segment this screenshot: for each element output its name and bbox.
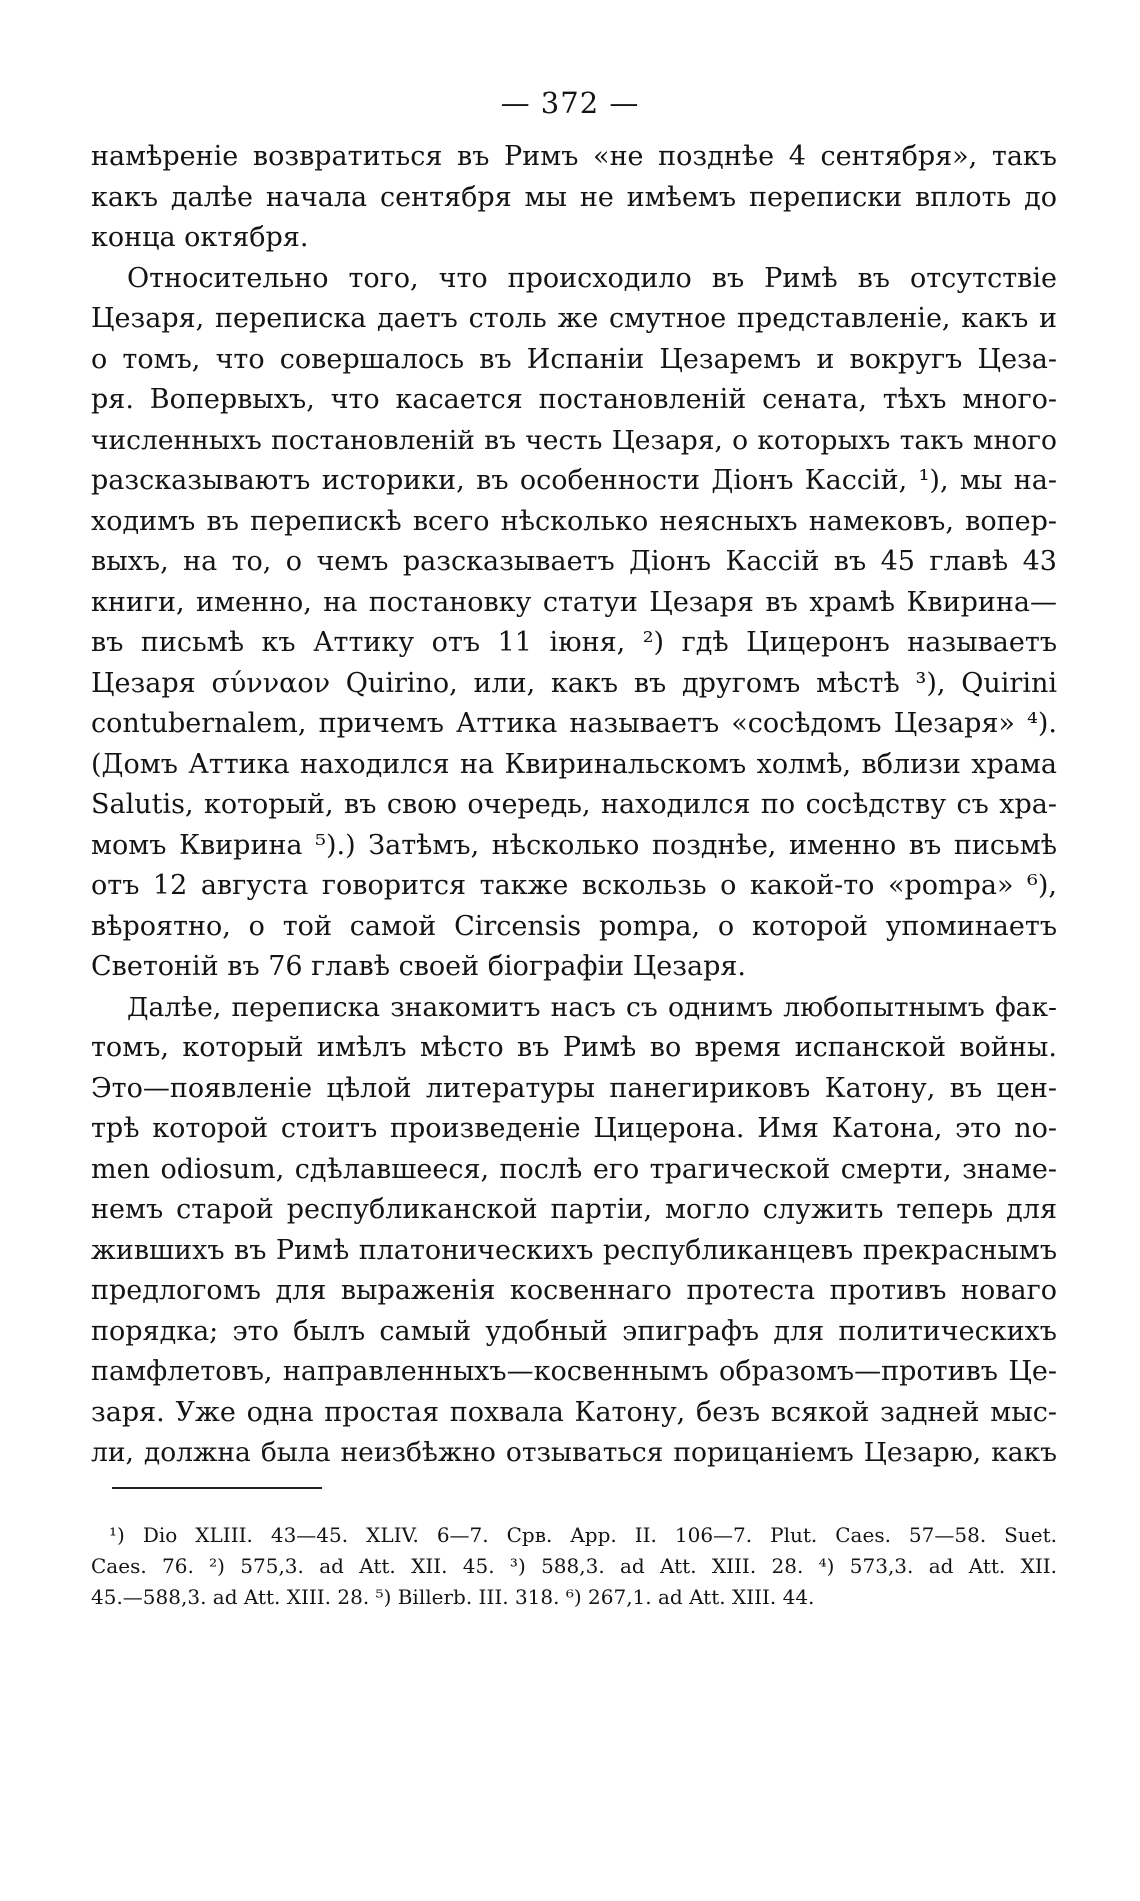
footnote-divider <box>112 1487 322 1489</box>
text-line: разсказываютъ историки, въ особенности Діонъ Кассій, ¹), мы на- <box>91 465 1057 496</box>
footnote-line: 45.—588,3. ad Att. XIII. 28. ⁵) Billerb. III. 318. ⁶) 267,1. ad Att. XIII. 44. <box>91 1585 815 1609</box>
text-line: памфлетовъ, направленныхъ—косвеннымъ образомъ—противъ Це- <box>91 1356 1057 1387</box>
text-line: Это—появленіе цѣлой литературы панегириковъ Катону, въ цен- <box>91 1072 1057 1104</box>
footnote-line: Caes. 76. ²) 575,3. ad Att. XII. 45. ³) 588,3. ad Att. XIII. 28. ⁴) 573,3. ad Att. XII. <box>91 1554 1057 1578</box>
page-number: — 372 — <box>500 86 640 120</box>
text-line: въ письмѣ къ Аттику отъ 11 іюня, ²) гдѣ Цицеронъ называетъ <box>91 627 1057 658</box>
text-line: томъ, который имѣлъ мѣсто въ Римѣ во время испанской войны. <box>91 1032 1057 1063</box>
text-line: Цезаря, переписка даетъ столь же смутное представленіе, какъ и <box>91 303 1057 334</box>
text-line: немъ старой республиканской партіи, могло служить теперь для <box>91 1194 1057 1225</box>
text-line: men odiosum, сдѣлавшееся, послѣ его трагической смерти, знаме- <box>91 1153 1057 1185</box>
text-line: трѣ которой стоитъ произведеніе Цицерона. Имя Катона, это no- <box>91 1113 1057 1144</box>
text-line: Далѣе, переписка знакомитъ насъ съ однимъ любопытнымъ фак- <box>127 991 1057 1023</box>
text-line: Цезаря σύνναον Quirino, или, какъ въ другомъ мѣстѣ ³), Quirini <box>91 667 1057 699</box>
text-line: предлогомъ для выраженія косвеннаго протеста противъ новаго <box>91 1275 1057 1306</box>
body-text <box>91 137 1057 1474</box>
text-line: отъ 12 августа говорится также вскользь о какой-то «pompa» ⁶), <box>91 870 1057 901</box>
text-line: какъ далѣе начала сентября мы не имѣемъ переписки вплоть до <box>91 181 1057 213</box>
text-line: порядка; это былъ самый удобный эпиграфъ для политическихъ <box>91 1315 1057 1347</box>
text-line: ходимъ въ перепискѣ всего нѣсколько неясныхъ намековъ, вопер- <box>91 505 1057 537</box>
footnote-line: ¹) Dio XLIII. 43—45. XLIV. 6—7. Срв. App. II. 106—7. Plut. Caes. 57—58. Suet. <box>109 1523 1057 1547</box>
text-line: выхъ, на то, о чемъ разсказываетъ Діонъ Кассій въ 45 главѣ 43 <box>91 546 1057 577</box>
text-line: Светоній въ 76 главѣ своей біографіи Цезаря. <box>91 951 747 982</box>
text-line: книги, именно, на постановку статуи Цезаря въ храмѣ Квирина— <box>91 586 1057 618</box>
text-line: заря. Уже одна простая похвала Катону, безъ всякой задней мыс- <box>91 1396 1057 1428</box>
footnotes <box>91 1520 1057 1613</box>
text-line: Относительно того, что происходило въ Римѣ въ отсутствіе <box>127 262 1057 294</box>
text-line: (Домъ Аттика находился на Квиринальскомъ холмѣ, вблизи храма <box>91 748 1057 780</box>
text-line: численныхъ постановленій въ честь Цезаря, о которыхъ такъ много <box>91 424 1057 456</box>
text-line: ли, должна была неизбѣжно отзываться порицаніемъ Цезарю, какъ <box>91 1437 1057 1468</box>
text-line: contubernalem, причемъ Аттика называетъ «сосѣдомъ Цезаря» ⁴). <box>91 708 1057 739</box>
text-line: ря. Вопервыхъ, что касается постановленій сената, тѣхъ много- <box>91 384 1057 415</box>
text-line: намѣреніе возвратиться въ Римъ «не позднѣе 4 сентября», такъ <box>91 141 1057 172</box>
text-line: о томъ, что совершалось въ Испаніи Цезаремъ и вокругъ Цеза- <box>91 343 1057 375</box>
text-line: вѣроятно, о той самой Circensis pompa, о которой упоминаетъ <box>91 910 1057 942</box>
text-line: конца октября. <box>91 222 309 253</box>
text-line: момъ Квирина ⁵).) Затѣмъ, нѣсколько позднѣе, именно въ письмѣ <box>91 829 1057 861</box>
text-line: Salutis, который, въ свою очередь, находился по сосѣдству съ хра- <box>91 789 1057 820</box>
text-line: жившихъ въ Римѣ платоническихъ республиканцевъ прекраснымъ <box>91 1234 1057 1266</box>
